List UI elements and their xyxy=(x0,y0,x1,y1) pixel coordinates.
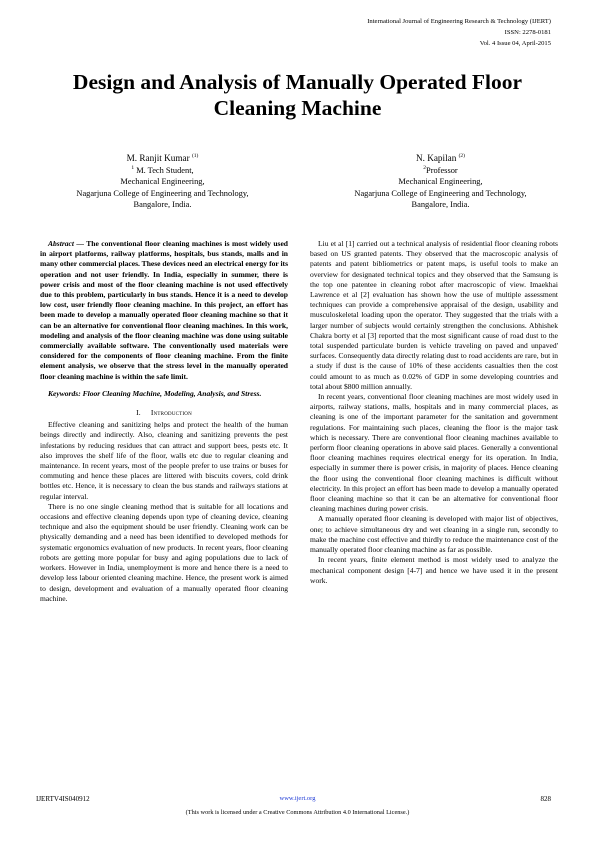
author-role: Professor xyxy=(426,165,458,175)
section-number: I. xyxy=(136,408,141,418)
paper-title: Design and Analysis of Manually Operated Floor Cleaning Machine xyxy=(72,70,523,120)
journal-name: International Journal of Engineering Research & Technology (IJERT) xyxy=(367,18,551,25)
keywords-text: Floor Cleaning Machine, Modeling, Analysis, and Stress. xyxy=(80,388,262,398)
website-link[interactable]: www.ijert.org xyxy=(279,795,316,802)
section-title: Introduction xyxy=(150,408,192,418)
paper-id: IJERTV4IS040912 xyxy=(36,795,90,803)
license-note: (This work is licensed under a Creative Commons Attribution 4.0 International License.) xyxy=(185,809,410,816)
journal-volume: Vol. 4 Issue 04, April-2015 xyxy=(479,40,551,47)
author-sup: (1) xyxy=(191,152,199,159)
author-city: Bangalore, India. xyxy=(133,200,192,209)
journal-header xyxy=(367,16,551,49)
author-college: Nagarjuna College of Engineering and Technology, xyxy=(76,188,249,198)
role-sup: 2 xyxy=(423,164,427,171)
abstract-text: — The conventional floor cleaning machines is most widely used in airport platforms, railway platforms, hospitals, bus stands, malls and in many other commercial places. These devices need an electrical energy for its operation and not user friendly. In India, especially in summer, there is power crisis and most of the floor cleaning machine is not used effectively due to this problem, particularly in bus stands. Hence it is a need to develop low cost, user friendly floor cleaning machine. In this project, an effort has been made to develop a manually operated floor cleaning machine so that it can be an alternative for conventional floor cleaning machines. In this work, modeling and analysis of the floor cleaning machine was done using suitable commercially available software. The conventionally used materials were considered for the components of floor cleaning machine. From the finite element analysis, we observe that the stress level in the manually operated floor cleaning machine is within the safe limit. xyxy=(40,239,289,381)
author-sup: (2) xyxy=(458,152,466,159)
keywords xyxy=(40,389,288,399)
author-city: Bangalore, India. xyxy=(411,200,470,209)
abstract-label: Abstract xyxy=(48,239,74,248)
journal-issn: ISSN: 2278-0181 xyxy=(504,29,551,36)
author-name: N. Kapilan xyxy=(415,153,459,163)
fem-paragraph: In recent years, finite element method is most widely used to analyze the mechanical component design [4-7] and hence we have used it in the present work. xyxy=(310,555,558,585)
right-column xyxy=(310,239,558,586)
intro-paragraph-1: Effective cleaning and sanitizing helps and protect the health of the human beings directly and indirectly. Also, cleaning and sanitizing prevents the pest infestations by reducing residues that can attract and support bees, pests etc. It also improves the shelf life of the floor, walls etc due to regular cleaning and maintenance. In recent years, most of the people prefer to use trains or buses for commuting and hence these places are littered with biscuits covers, cold drink bottles etc. Hence, it is necessary to clean the bus stands and railways stations at regular interval. xyxy=(40,420,288,501)
intro-paragraph-2: There is no one single cleaning method that is suitable for all locations and occasions and effective cleaning depends upon type of cleaning device, cleaning technique and also the equipment should be user friendly. Cleaning work can be physically demanding and a need has been identified to developed methods for systematic ergonomics evaluation of new products. In recent years, floor cleaning robots are getting more popular for busy and aging populations due to lack of workers. However in India, unemployment is more and hence there is a need to develop less labour oriented cleaning machine. Hence, the present work is aimed to design, development and evaluation of a manually operated floor cleaning machine. xyxy=(40,501,288,603)
author-2 xyxy=(318,153,563,211)
role-sup: 1 xyxy=(131,164,135,171)
author-name: M. Ranjit Kumar xyxy=(126,153,192,163)
author-college: Nagarjuna College of Engineering and Technology, xyxy=(354,188,527,198)
left-column xyxy=(40,239,288,604)
page-number: 828 xyxy=(540,795,551,803)
author-dept: Mechanical Engineering, xyxy=(398,177,483,186)
background-paragraph: In recent years, conventional floor cleaning machines are most widely used in airports, railway stations, malls, hospitals and in many commercial places, as cleaning is one of the important parameter for the sanitation and government regulations. For maintaining such places, cleaning the floor is the major task which is necessary. There are conventional floor cleaning machines available to perform floor cleaning operations in above said places. Generally a conventional floor cleaning machines requires electrical energy for its operation. In India, especially in summer there is power crisis, in majority of places. Hence cleaning the floor using the conventional floor cleaning machines is difficult without electricity. In this project an effort has been made to develop a manually operated floor cleaning machine so that it can be an alternative for conventional floor cleaning machines during power crisis. xyxy=(310,392,558,514)
author-role: M. Tech Student, xyxy=(134,165,194,175)
author-dept: Mechanical Engineering, xyxy=(120,177,205,186)
author-1 xyxy=(40,153,285,211)
literature-paragraph: Liu et al [1] carried out a technical analysis of residential floor cleaning robots based on US granted patents. They observed that the macroscopic analysis of patents and patent bibliometrics or patent maps, is useful tools to make an overview for designated technical topics and they observed that the Samsung is the top one patentee in cleaning robot after macroscopic of view. Imaekhai Lawrence et al [2] evaluation has shown how the use of multiple assessment techniques can provide a comprehensive appraisal of the design, usability and musculoskeletal loading upon the operator. They suggested that the trials with a larger number of subjects would certainly strengthen the conclusions. Abhishek Chakra borty et al [3] reported that the most significant cause of road dust to the total suspended particulate burden is vehicle traveling on paved and unpaved' surfaces. Consequently data directly relating dust to road accidents are rare, but in a study if dust is the cause of 10% of these accidents casualties then the cost could amount to as much as 0.02% of GDP in some developing countries and total about $800 million annually. xyxy=(310,239,558,391)
section-heading-introduction xyxy=(40,408,288,418)
abstract xyxy=(40,239,288,382)
keywords-label: Keywords: xyxy=(48,388,81,398)
objectives-paragraph: A manually operated floor cleaning is developed with major list of objectives, one; to achieve simultaneous dry and wet cleaning in a single run, secondly to make the machine cost effective and thirdly to reduce the maintenance cost of the manually operated floor cleaning machine as far as possible. xyxy=(310,514,558,555)
